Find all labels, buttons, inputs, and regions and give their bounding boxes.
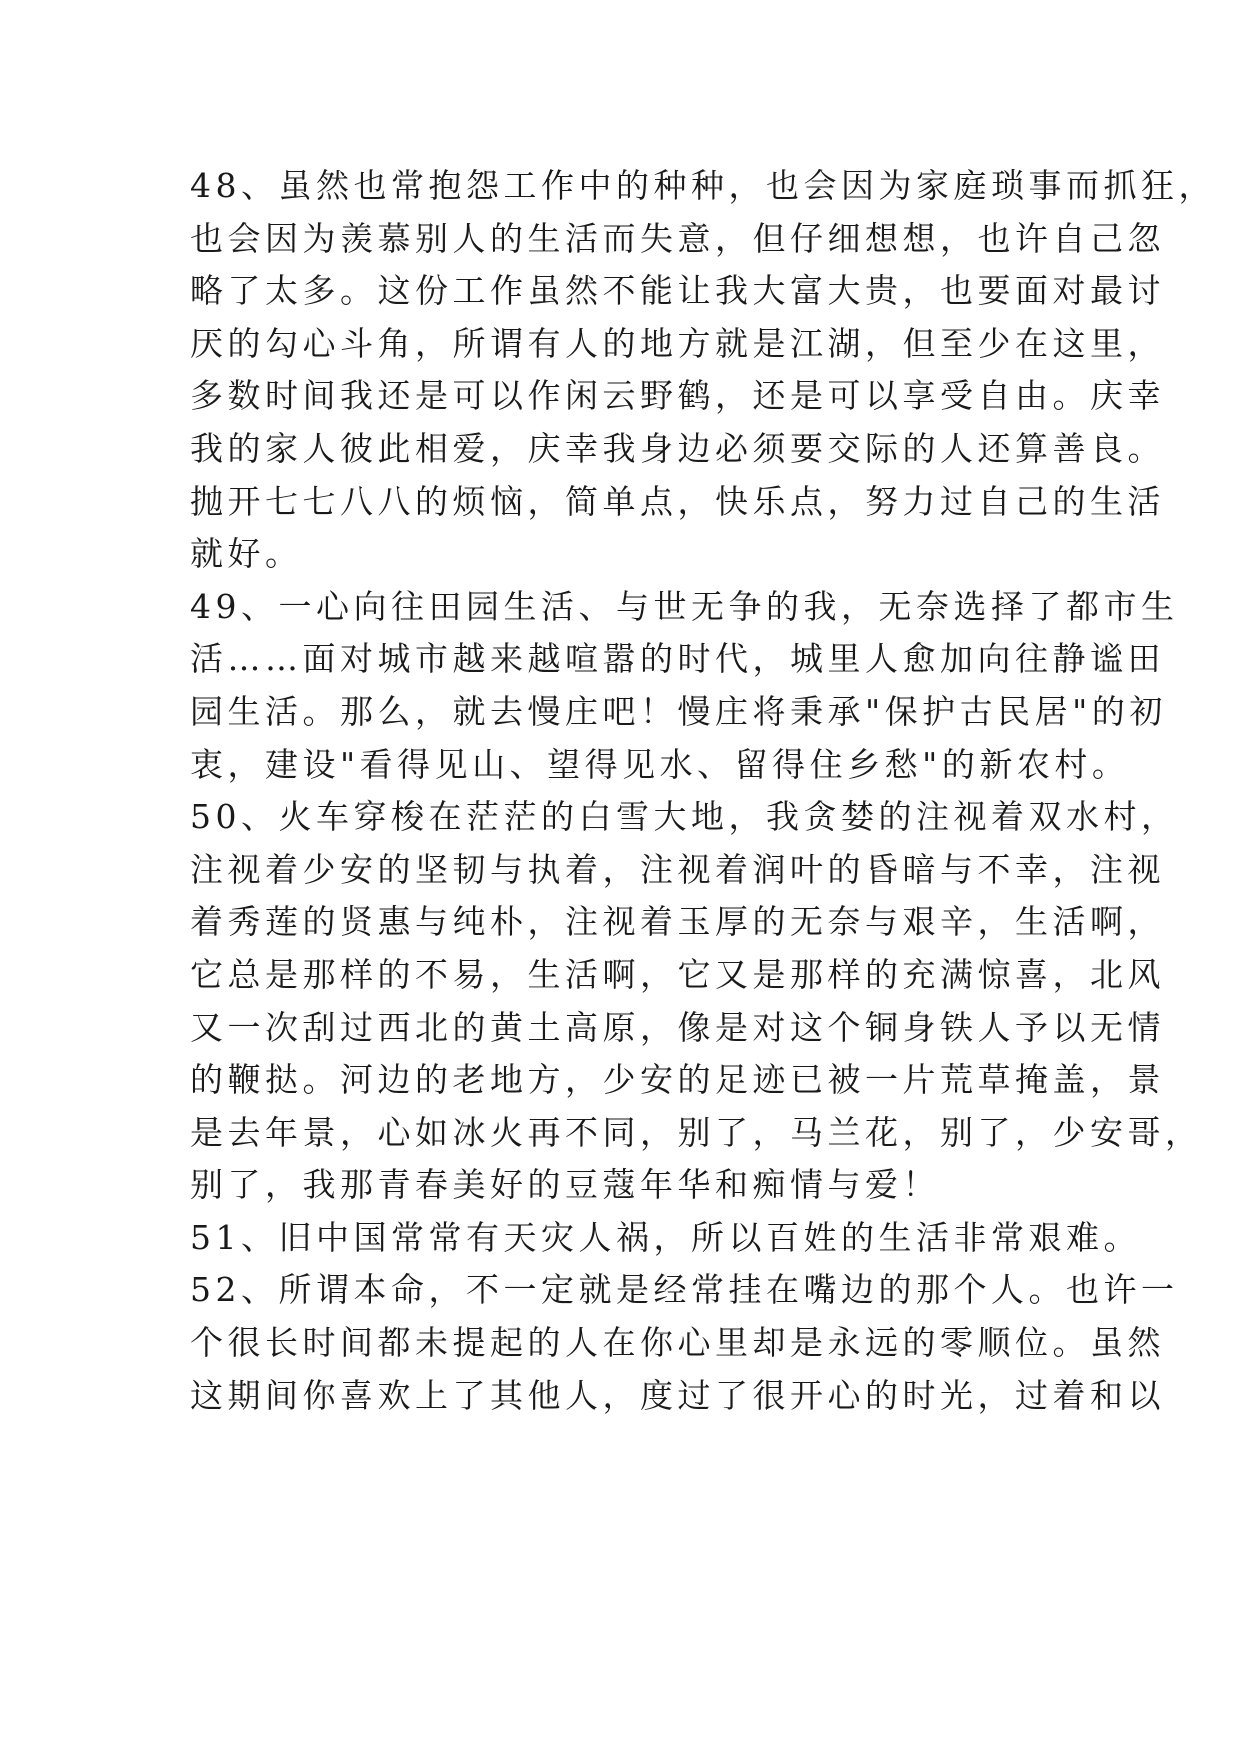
text-line: 多数时间我还是可以作闲云野鹤，还是可以享受自由。庆幸 (190, 376, 1165, 416)
text-line: 衷，建设"看得见山、望得见水、留得住乡愁"的新农村。 (190, 744, 1130, 784)
text-line: 这期间你喜欢上了其他人，度过了很开心的时光，过着和以 (190, 1375, 1165, 1415)
text-line: 又一次刮过西北的黄土高原，像是对这个铜身铁人予以无情 (190, 1007, 1165, 1047)
text-line: 也会因为羡慕别人的生活而失意，但仔细想想，也许自己忽 (190, 218, 1165, 258)
text-line: 注视着少安的坚韧与执着，注视着润叶的昏暗与不幸，注视 (190, 849, 1165, 889)
text-line: 厌的勾心斗角，所谓有人的地方就是江湖，但至少在这里， (190, 323, 1165, 363)
text-line: 抛开七七八八的烦恼，简单点，快乐点，努力过自己的生活 (190, 481, 1165, 521)
text-line: 50、火车穿梭在茫茫的白雪大地，我贪婪的注视着双水村， (190, 797, 1179, 837)
text-line: 的鞭挞。河边的老地方，少安的足迹已被一片荒草掩盖，景 (190, 1060, 1165, 1100)
text-line: 别了，我那青春美好的豆蔻年华和痴情与爱！ (190, 1165, 940, 1205)
text-line: 52、所谓本命，不一定就是经常挂在嘴边的那个人。也许一 (190, 1270, 1179, 1310)
text-line: 51、旧中国常常有天灾人祸，所以百姓的生活非常艰难。 (190, 1217, 1141, 1257)
text-line: 它总是那样的不易，生活啊，它又是那样的充满惊喜，北风 (190, 954, 1165, 994)
body-text (190, 160, 1216, 1422)
text-line: 48、虽然也常抱怨工作中的种种，也会因为家庭琐事而抓狂， (190, 166, 1216, 205)
text-line: 个很长时间都未提起的人在你心里却是永远的零顺位。虽然 (190, 1323, 1165, 1363)
text-line: 园生活。那么，就去慢庄吧！慢庄将秉承"保护古民居"的初 (190, 691, 1167, 731)
text-line: 着秀莲的贤惠与纯朴，注视着玉厚的无奈与艰辛，生活啊， (190, 902, 1165, 942)
text-line: 是去年景，心如冰火再不同，别了，马兰花，别了，少安哥， (190, 1112, 1203, 1152)
text-line: 我的家人彼此相爱，庆幸我身边必须要交际的人还算善良。 (190, 428, 1165, 468)
text-line: 略了太多。这份工作虽然不能让我大富大贵，也要面对最讨 (190, 271, 1165, 311)
text-line: 49、一心向往田园生活、与世无争的我，无奈选择了都市生 (190, 586, 1179, 626)
text-line: 活……面对城市越来越喧嚣的时代，城里人愈加向往静谧田 (190, 639, 1165, 679)
text-line: 就好。 (190, 534, 303, 574)
